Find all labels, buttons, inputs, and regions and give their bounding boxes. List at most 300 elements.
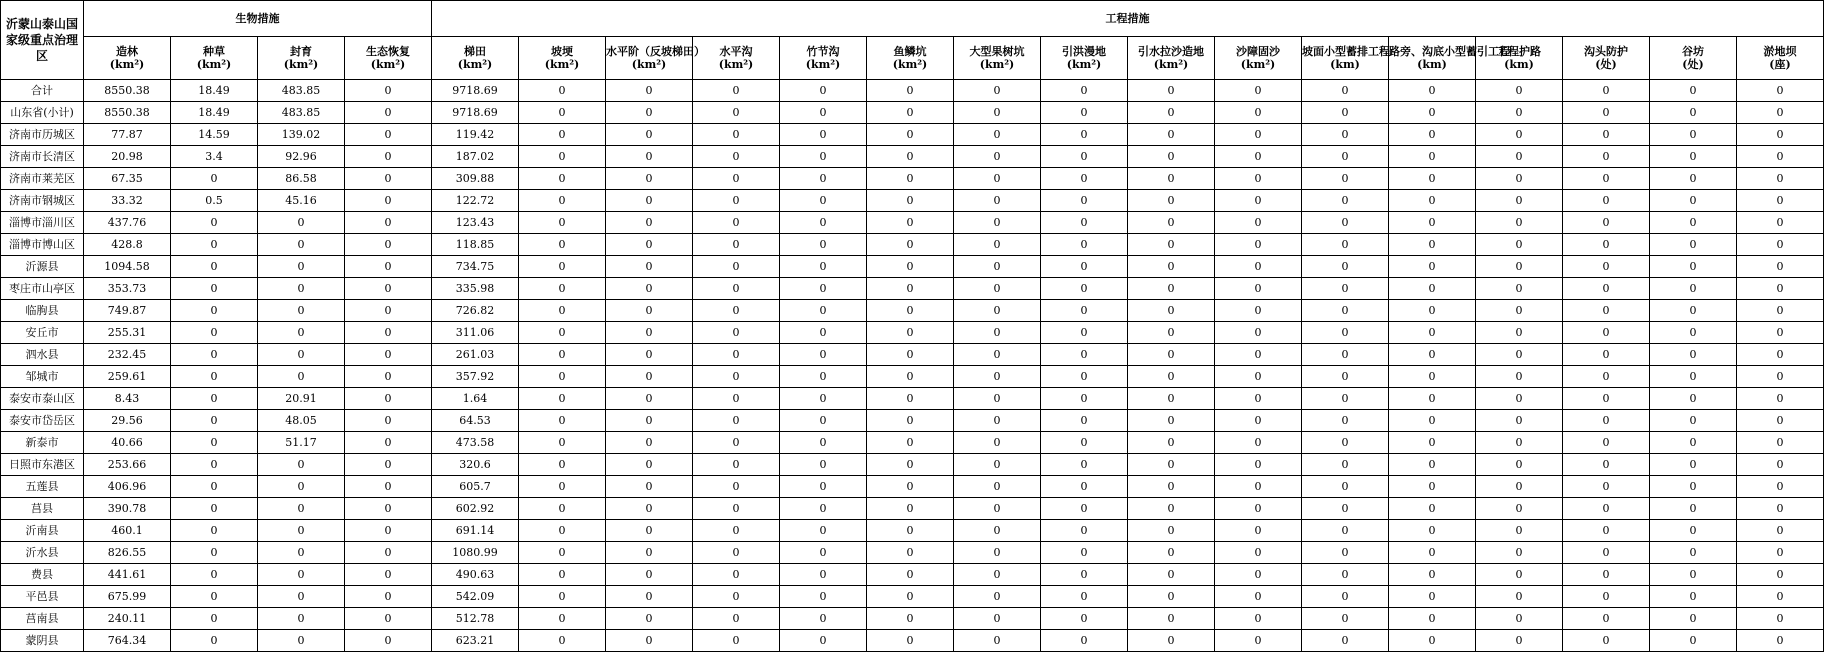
value-cell: 0	[1476, 586, 1563, 608]
value-cell: 0	[1476, 124, 1563, 146]
value-cell: 0	[606, 432, 693, 454]
value-cell: 0	[693, 168, 780, 190]
value-cell: 0	[345, 234, 432, 256]
value-cell: 0	[1128, 146, 1215, 168]
value-cell: 428.8	[84, 234, 171, 256]
value-cell: 0	[1389, 234, 1476, 256]
value-cell: 0	[693, 300, 780, 322]
table-row	[1, 564, 1824, 586]
value-cell: 826.55	[84, 542, 171, 564]
value-cell: 0	[519, 586, 606, 608]
value-cell: 0	[345, 300, 432, 322]
value-cell: 0	[867, 300, 954, 322]
region-cell: 日照市东港区	[1, 454, 84, 476]
value-cell: 0	[171, 256, 258, 278]
value-cell: 0	[1737, 190, 1824, 212]
value-cell: 0	[1302, 168, 1389, 190]
value-cell: 0	[519, 190, 606, 212]
value-cell: 0	[345, 586, 432, 608]
value-cell: 0	[693, 344, 780, 366]
value-cell: 0	[258, 630, 345, 652]
value-cell: 1094.58	[84, 256, 171, 278]
value-cell: 0	[606, 234, 693, 256]
value-cell: 0	[1650, 630, 1737, 652]
value-cell: 0	[258, 454, 345, 476]
value-cell: 0	[1563, 476, 1650, 498]
value-cell: 20.91	[258, 388, 345, 410]
value-cell: 0	[519, 366, 606, 388]
table-row	[1, 366, 1824, 388]
value-cell: 3.4	[171, 146, 258, 168]
value-cell: 0	[519, 454, 606, 476]
value-cell: 0	[1215, 102, 1302, 124]
value-cell: 0	[1128, 124, 1215, 146]
value-cell: 0	[954, 630, 1041, 652]
value-cell: 0	[1476, 366, 1563, 388]
value-cell: 0	[1215, 586, 1302, 608]
value-cell: 0	[519, 410, 606, 432]
value-cell: 9718.69	[432, 80, 519, 102]
value-cell: 0	[258, 586, 345, 608]
column-header-unit: (km²)	[1066, 58, 1102, 71]
value-cell: 0	[1650, 608, 1737, 630]
value-cell: 605.7	[432, 476, 519, 498]
value-cell: 0	[1215, 344, 1302, 366]
value-cell: 0	[1389, 212, 1476, 234]
value-cell: 0	[954, 168, 1041, 190]
value-cell: 0	[1737, 102, 1824, 124]
table-row	[1, 168, 1824, 190]
value-cell: 0	[1389, 432, 1476, 454]
value-cell: 0	[1128, 278, 1215, 300]
value-cell: 0	[780, 300, 867, 322]
column-header-unit: (km)	[1417, 58, 1447, 71]
value-cell: 0	[1650, 586, 1737, 608]
value-cell: 261.03	[432, 344, 519, 366]
value-cell: 0	[1650, 432, 1737, 454]
value-cell: 0	[606, 454, 693, 476]
value-cell: 0	[1476, 608, 1563, 630]
value-cell: 0	[1389, 300, 1476, 322]
value-cell: 0	[1302, 278, 1389, 300]
table-row	[1, 388, 1824, 410]
value-cell: 0	[1302, 300, 1389, 322]
value-cell: 0	[867, 366, 954, 388]
value-cell: 0.5	[171, 190, 258, 212]
value-cell: 0	[1302, 322, 1389, 344]
column-header-name: 坡面小型蓄排工程	[1302, 45, 1390, 58]
value-cell: 0	[780, 476, 867, 498]
value-cell: 0	[1302, 102, 1389, 124]
column-header	[1128, 37, 1215, 80]
value-cell: 122.72	[432, 190, 519, 212]
value-cell: 0	[1563, 344, 1650, 366]
column-header	[867, 37, 954, 80]
value-cell: 0	[345, 564, 432, 586]
value-cell: 0	[1041, 344, 1128, 366]
value-cell: 0	[519, 630, 606, 652]
value-cell: 0	[1128, 454, 1215, 476]
value-cell: 0	[171, 432, 258, 454]
value-cell: 1.64	[432, 388, 519, 410]
value-cell: 0	[258, 476, 345, 498]
value-cell: 0	[1041, 498, 1128, 520]
value-cell: 0	[1302, 190, 1389, 212]
value-cell: 29.56	[84, 410, 171, 432]
value-cell: 51.17	[258, 432, 345, 454]
value-cell: 0	[1215, 476, 1302, 498]
region-cell: 泰安市泰山区	[1, 388, 84, 410]
value-cell: 0	[1650, 542, 1737, 564]
column-header	[1041, 37, 1128, 80]
table-row	[1, 608, 1824, 630]
value-cell: 0	[1389, 80, 1476, 102]
value-cell: 0	[1650, 124, 1737, 146]
column-header-name: 路旁、沟底小型蓄引工程	[1389, 45, 1510, 58]
column-header-unit: (处)	[1595, 58, 1617, 71]
value-cell: 139.02	[258, 124, 345, 146]
value-cell: 0	[780, 608, 867, 630]
value-cell: 0	[954, 146, 1041, 168]
column-header-name: 水平阶（反坡梯田）	[606, 45, 705, 58]
column-header-unit: (km²)	[283, 58, 319, 71]
value-cell: 0	[693, 366, 780, 388]
corner-header: 沂蒙山泰山国家级重点治理区	[1, 1, 84, 80]
value-cell: 0	[1041, 300, 1128, 322]
value-cell: 0	[1128, 322, 1215, 344]
value-cell: 0	[1650, 410, 1737, 432]
value-cell: 0	[1650, 190, 1737, 212]
column-header	[1215, 37, 1302, 80]
value-cell: 406.96	[84, 476, 171, 498]
value-cell: 0	[258, 366, 345, 388]
region-cell: 泰安市岱岳区	[1, 410, 84, 432]
value-cell: 0	[258, 608, 345, 630]
value-cell: 0	[1650, 366, 1737, 388]
value-cell: 0	[1215, 256, 1302, 278]
value-cell: 0	[1563, 300, 1650, 322]
region-cell: 济南市长清区	[1, 146, 84, 168]
value-cell: 0	[1389, 476, 1476, 498]
value-cell: 0	[693, 542, 780, 564]
value-cell: 67.35	[84, 168, 171, 190]
value-cell: 0	[867, 146, 954, 168]
table-row	[1, 586, 1824, 608]
value-cell: 0	[171, 366, 258, 388]
value-cell: 0	[345, 432, 432, 454]
value-cell: 0	[1389, 146, 1476, 168]
value-cell: 0	[954, 542, 1041, 564]
value-cell: 0	[1128, 542, 1215, 564]
value-cell: 0	[780, 542, 867, 564]
column-header	[693, 37, 780, 80]
value-cell: 0	[1041, 278, 1128, 300]
value-cell: 0	[780, 322, 867, 344]
value-cell: 8550.38	[84, 102, 171, 124]
value-cell: 0	[867, 344, 954, 366]
column-header	[1389, 37, 1510, 80]
value-cell: 512.78	[432, 608, 519, 630]
value-cell: 8.43	[84, 388, 171, 410]
region-cell: 济南市钢城区	[1, 190, 84, 212]
value-cell: 0	[867, 476, 954, 498]
value-cell: 0	[867, 322, 954, 344]
value-cell: 0	[606, 564, 693, 586]
value-cell: 0	[1476, 300, 1563, 322]
value-cell: 0	[780, 146, 867, 168]
value-cell: 0	[1302, 256, 1389, 278]
value-cell: 0	[171, 168, 258, 190]
value-cell: 0	[1128, 476, 1215, 498]
value-cell: 0	[867, 498, 954, 520]
value-cell: 0	[1737, 366, 1824, 388]
value-cell: 0	[1563, 498, 1650, 520]
value-cell: 0	[780, 256, 867, 278]
table-row	[1, 344, 1824, 366]
value-cell: 0	[954, 388, 1041, 410]
value-cell: 0	[780, 168, 867, 190]
table-row	[1, 454, 1824, 476]
value-cell: 0	[1737, 212, 1824, 234]
region-cell: 济南市历城区	[1, 124, 84, 146]
value-cell: 0	[258, 564, 345, 586]
value-cell: 0	[1215, 520, 1302, 542]
value-cell: 0	[1476, 454, 1563, 476]
table-row	[1, 322, 1824, 344]
value-cell: 0	[1215, 168, 1302, 190]
value-cell: 0	[867, 256, 954, 278]
value-cell: 0	[954, 520, 1041, 542]
value-cell: 0	[1737, 564, 1824, 586]
value-cell: 118.85	[432, 234, 519, 256]
value-cell: 0	[1389, 542, 1476, 564]
value-cell: 0	[1476, 146, 1563, 168]
value-cell: 0	[1389, 256, 1476, 278]
value-cell: 0	[606, 256, 693, 278]
value-cell: 0	[1215, 454, 1302, 476]
value-cell: 0	[519, 212, 606, 234]
value-cell: 0	[171, 344, 258, 366]
table-row	[1, 498, 1824, 520]
value-cell: 0	[693, 190, 780, 212]
value-cell: 0	[1737, 146, 1824, 168]
value-cell: 0	[867, 278, 954, 300]
value-cell: 483.85	[258, 80, 345, 102]
value-cell: 0	[519, 388, 606, 410]
column-header-unit: (km²)	[892, 58, 928, 71]
value-cell: 390.78	[84, 498, 171, 520]
value-cell: 0	[693, 256, 780, 278]
value-cell: 0	[1389, 586, 1476, 608]
value-cell: 232.45	[84, 344, 171, 366]
column-header-name: 谷坊	[1682, 45, 1704, 58]
column-header-unit: (km)	[1504, 58, 1534, 71]
value-cell: 0	[1302, 498, 1389, 520]
value-cell: 0	[1041, 190, 1128, 212]
value-cell: 0	[1563, 168, 1650, 190]
value-cell: 0	[954, 476, 1041, 498]
value-cell: 0	[867, 542, 954, 564]
value-cell: 18.49	[171, 80, 258, 102]
value-cell: 0	[1389, 190, 1476, 212]
value-cell: 0	[1650, 146, 1737, 168]
value-cell: 0	[519, 322, 606, 344]
value-cell: 187.02	[432, 146, 519, 168]
region-cell: 五莲县	[1, 476, 84, 498]
column-header-name: 生态恢复	[366, 45, 410, 58]
column-header	[954, 37, 1041, 80]
region-cell: 泗水县	[1, 344, 84, 366]
value-cell: 0	[345, 124, 432, 146]
value-cell: 623.21	[432, 630, 519, 652]
value-cell: 0	[693, 322, 780, 344]
value-cell: 0	[1215, 542, 1302, 564]
value-cell: 0	[693, 476, 780, 498]
value-cell: 0	[1302, 586, 1389, 608]
column-header-unit: (km²)	[718, 58, 754, 71]
value-cell: 0	[345, 344, 432, 366]
value-cell: 320.6	[432, 454, 519, 476]
column-header-unit: (km²)	[979, 58, 1015, 71]
value-cell: 0	[867, 454, 954, 476]
value-cell: 0	[519, 608, 606, 630]
value-cell: 0	[345, 102, 432, 124]
value-cell: 0	[780, 410, 867, 432]
table-row	[1, 278, 1824, 300]
column-header-name: 引洪漫地	[1062, 45, 1106, 58]
column-header-name: 大型果树坑	[969, 45, 1025, 58]
value-cell: 0	[1650, 454, 1737, 476]
column-header-name: 封育	[290, 45, 312, 58]
column-header-name: 淤地坝	[1763, 45, 1797, 58]
value-cell: 0	[867, 410, 954, 432]
value-cell: 0	[1041, 410, 1128, 432]
value-cell: 0	[1563, 432, 1650, 454]
value-cell: 0	[1389, 498, 1476, 520]
value-cell: 255.31	[84, 322, 171, 344]
value-cell: 0	[954, 234, 1041, 256]
region-cell: 新泰市	[1, 432, 84, 454]
value-cell: 0	[1128, 234, 1215, 256]
value-cell: 0	[1476, 542, 1563, 564]
value-cell: 0	[867, 234, 954, 256]
region-cell: 济南市莱芜区	[1, 168, 84, 190]
value-cell: 0	[1476, 520, 1563, 542]
value-cell: 0	[1041, 322, 1128, 344]
value-cell: 0	[519, 498, 606, 520]
value-cell: 77.87	[84, 124, 171, 146]
value-cell: 0	[1650, 212, 1737, 234]
value-cell: 0	[345, 80, 432, 102]
value-cell: 764.34	[84, 630, 171, 652]
group-header-engineering: 工程措施	[432, 1, 1824, 37]
value-cell: 14.59	[171, 124, 258, 146]
value-cell: 0	[1563, 102, 1650, 124]
value-cell: 0	[1476, 190, 1563, 212]
value-cell: 0	[258, 498, 345, 520]
value-cell: 0	[606, 80, 693, 102]
value-cell: 0	[1563, 322, 1650, 344]
value-cell: 0	[1041, 80, 1128, 102]
value-cell: 0	[1737, 322, 1824, 344]
value-cell: 0	[1476, 168, 1563, 190]
column-header	[1563, 37, 1650, 80]
column-header-unit: (km²)	[631, 58, 667, 71]
value-cell: 0	[171, 476, 258, 498]
value-cell: 0	[1476, 630, 1563, 652]
value-cell: 0	[1041, 476, 1128, 498]
value-cell: 0	[1737, 344, 1824, 366]
value-cell: 0	[519, 256, 606, 278]
value-cell: 0	[1563, 608, 1650, 630]
value-cell: 0	[606, 388, 693, 410]
value-cell: 0	[606, 498, 693, 520]
value-cell: 0	[780, 190, 867, 212]
value-cell: 0	[1563, 212, 1650, 234]
value-cell: 0	[693, 146, 780, 168]
value-cell: 0	[1476, 278, 1563, 300]
value-cell: 9718.69	[432, 102, 519, 124]
value-cell: 0	[1737, 234, 1824, 256]
value-cell: 0	[1215, 608, 1302, 630]
value-cell: 0	[1563, 542, 1650, 564]
value-cell: 0	[1476, 234, 1563, 256]
column-header-unit: (km²)	[805, 58, 841, 71]
value-cell: 0	[693, 564, 780, 586]
value-cell: 0	[867, 212, 954, 234]
value-cell: 0	[780, 520, 867, 542]
value-cell: 0	[1476, 388, 1563, 410]
value-cell: 0	[1302, 234, 1389, 256]
value-cell: 0	[1650, 498, 1737, 520]
group-header-row	[1, 1, 1824, 37]
region-cell: 临朐县	[1, 300, 84, 322]
value-cell: 0	[606, 102, 693, 124]
value-cell: 0	[867, 432, 954, 454]
value-cell: 0	[1041, 146, 1128, 168]
region-cell: 淄博市淄川区	[1, 212, 84, 234]
value-cell: 0	[1737, 300, 1824, 322]
value-cell: 441.61	[84, 564, 171, 586]
value-cell: 0	[258, 520, 345, 542]
value-cell: 0	[258, 256, 345, 278]
value-cell: 0	[780, 454, 867, 476]
value-cell: 259.61	[84, 366, 171, 388]
value-cell: 0	[1128, 520, 1215, 542]
value-cell: 0	[954, 608, 1041, 630]
value-cell: 0	[345, 476, 432, 498]
value-cell: 33.32	[84, 190, 171, 212]
value-cell: 0	[954, 586, 1041, 608]
column-header	[1476, 37, 1563, 80]
value-cell: 0	[1302, 146, 1389, 168]
value-cell: 0	[1737, 80, 1824, 102]
value-cell: 0	[171, 410, 258, 432]
value-cell: 0	[1389, 344, 1476, 366]
value-cell: 0	[693, 630, 780, 652]
value-cell: 0	[345, 542, 432, 564]
value-cell: 0	[1389, 366, 1476, 388]
value-cell: 123.43	[432, 212, 519, 234]
value-cell: 0	[519, 476, 606, 498]
column-header-unit: (km²)	[457, 58, 493, 71]
table-row	[1, 630, 1824, 652]
column-header	[258, 37, 345, 80]
value-cell: 0	[1302, 564, 1389, 586]
value-cell: 0	[345, 520, 432, 542]
value-cell: 0	[1302, 454, 1389, 476]
table-row	[1, 80, 1824, 102]
